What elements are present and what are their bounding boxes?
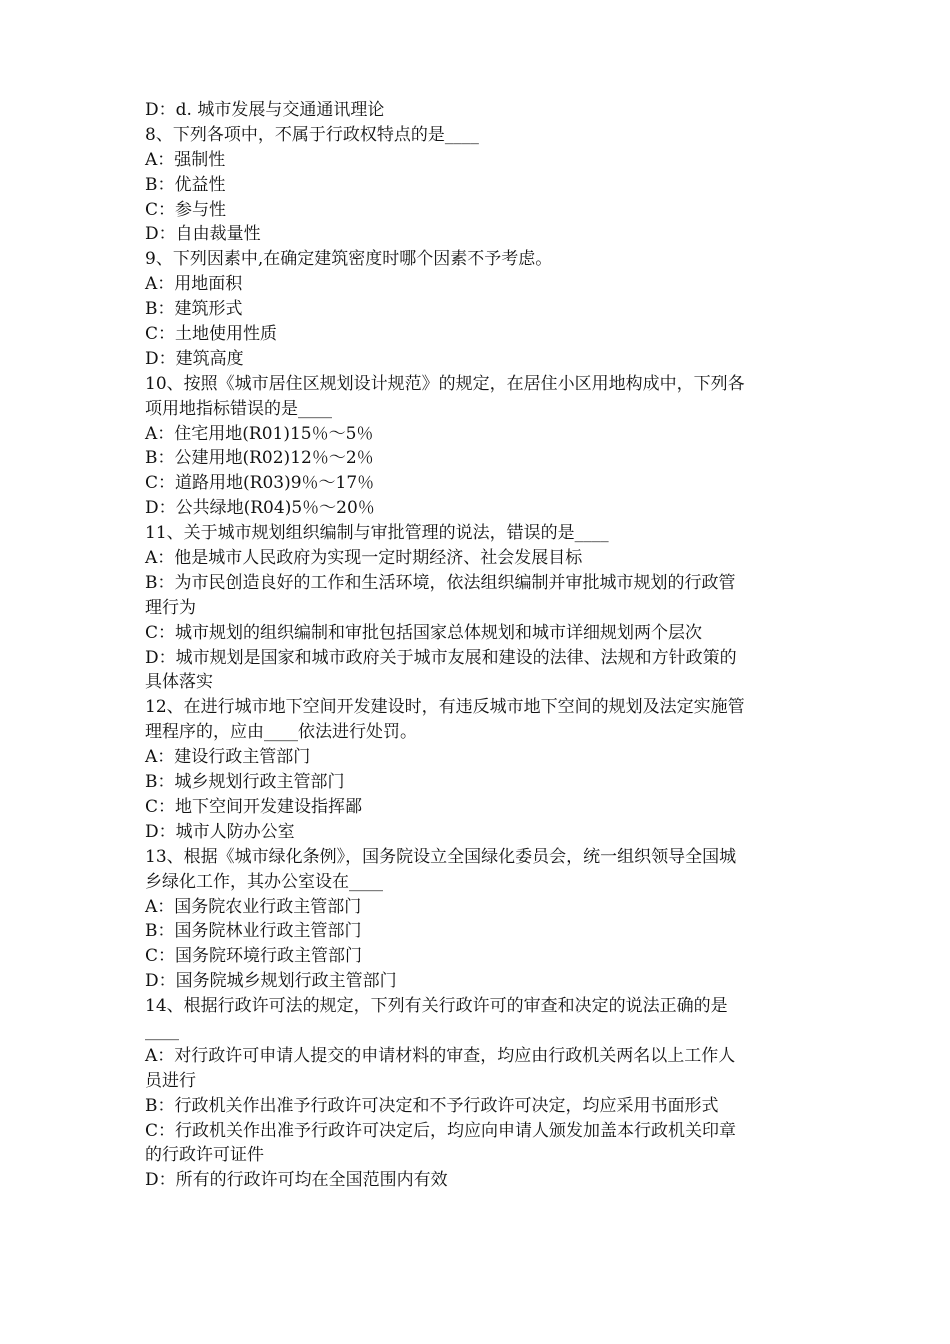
option-line: B：城乡规划行政主管部门 — [145, 772, 345, 793]
option-line: D：国务院城乡规划行政主管部门 — [145, 971, 397, 992]
option-line: D：d. 城市发展与交通通讯理论 — [145, 100, 385, 120]
option-line: D：自由裁量性 — [145, 224, 261, 245]
question-line: 8、下列各项中，不属于行政权特点的是____ — [145, 124, 479, 145]
option-line: A：强制性 — [145, 149, 226, 170]
option-line: A：国务院农业行政主管部门 — [145, 896, 362, 917]
question-line: 乡绿化工作，其办公室设在____ — [145, 871, 383, 892]
question-line: 12、在进行城市地下空间开发建设时，有违反城市地下空间的规划及法定实施管 — [145, 697, 745, 718]
option-line: B：优益性 — [145, 174, 226, 195]
option-line: A：对行政许可申请人提交的申请材料的审查，均应由行政机关两名以上工作人 — [145, 1045, 736, 1066]
question-line: ____ — [145, 1020, 179, 1041]
option-line: B：为市民创造良好的工作和生活环境，依法组织编制并审批城市规划的行政管 — [145, 572, 736, 593]
option-line: C：国务院环境行政主管部门 — [145, 946, 363, 967]
question-line: 14、根据行政许可法的规定，下列有关行政许可的审查和决定的说法正确的是 — [145, 996, 728, 1017]
option-line: D：城市人防办公室 — [145, 821, 295, 842]
option-line: 员进行 — [145, 1070, 196, 1091]
option-line: C：行政机关作出准予行政许可决定后，均应向申请人颁发加盖本行政机关印章 — [145, 1120, 737, 1141]
option-line: 理行为 — [145, 597, 196, 618]
question-line: 项用地指标错误的是____ — [145, 398, 332, 419]
document-body — [145, 98, 817, 1193]
option-line: C：土地使用性质 — [145, 324, 278, 345]
option-line: 具体落实 — [145, 672, 213, 693]
option-line: B：建筑形式 — [145, 299, 243, 320]
option-line: B：行政机关作出准予行政许可决定和不予行政许可决定，均应采用书面形式 — [145, 1095, 719, 1116]
option-line: D：建筑高度 — [145, 348, 244, 369]
option-line: D：所有的行政许可均在全国范围内有效 — [145, 1170, 448, 1191]
option-line: C：道路用地(R03)9％～17％ — [145, 473, 375, 494]
option-line: B：国务院林业行政主管部门 — [145, 921, 362, 942]
question-line: 10、按照《城市居住区规划设计规范》的规定，在居住小区用地构成中，下列各 — [145, 373, 745, 394]
option-line: A：建设行政主管部门 — [145, 747, 311, 768]
option-line: B：公建用地(R02)12％～2％ — [145, 448, 374, 469]
option-line: D：城市规划是国家和城市政府关于城市友展和建设的法律、法规和方针政策的 — [145, 647, 737, 668]
question-line: 理程序的，应由____依法进行处罚。 — [145, 722, 417, 743]
option-line: A：他是城市人民政府为实现一定时期经济、社会发展目标 — [145, 548, 583, 569]
question-line: 11、关于城市规划组织编制与审批管理的说法，错误的是____ — [145, 523, 609, 544]
option-line: A：用地面积 — [145, 274, 243, 295]
question-line: 9、下列因素中,在确定建筑密度时哪个因素不予考虑。 — [145, 249, 553, 270]
question-line: 13、根据《城市绿化条例》，国务院设立全国绿化委员会，统一组织领导全国城 — [145, 846, 737, 867]
option-line: 的行政许可证件 — [145, 1145, 264, 1166]
option-line: C：城市规划的组织编制和审批包括国家总体规划和城市详细规划两个层次 — [145, 622, 703, 643]
option-line: D：公共绿地(R04)5％～20％ — [145, 498, 375, 519]
option-line: C：地下空间开发建设指挥鄙 — [145, 796, 363, 817]
option-line: A：住宅用地(R01)15％～5％ — [145, 423, 374, 444]
option-line: C：参与性 — [145, 199, 227, 220]
